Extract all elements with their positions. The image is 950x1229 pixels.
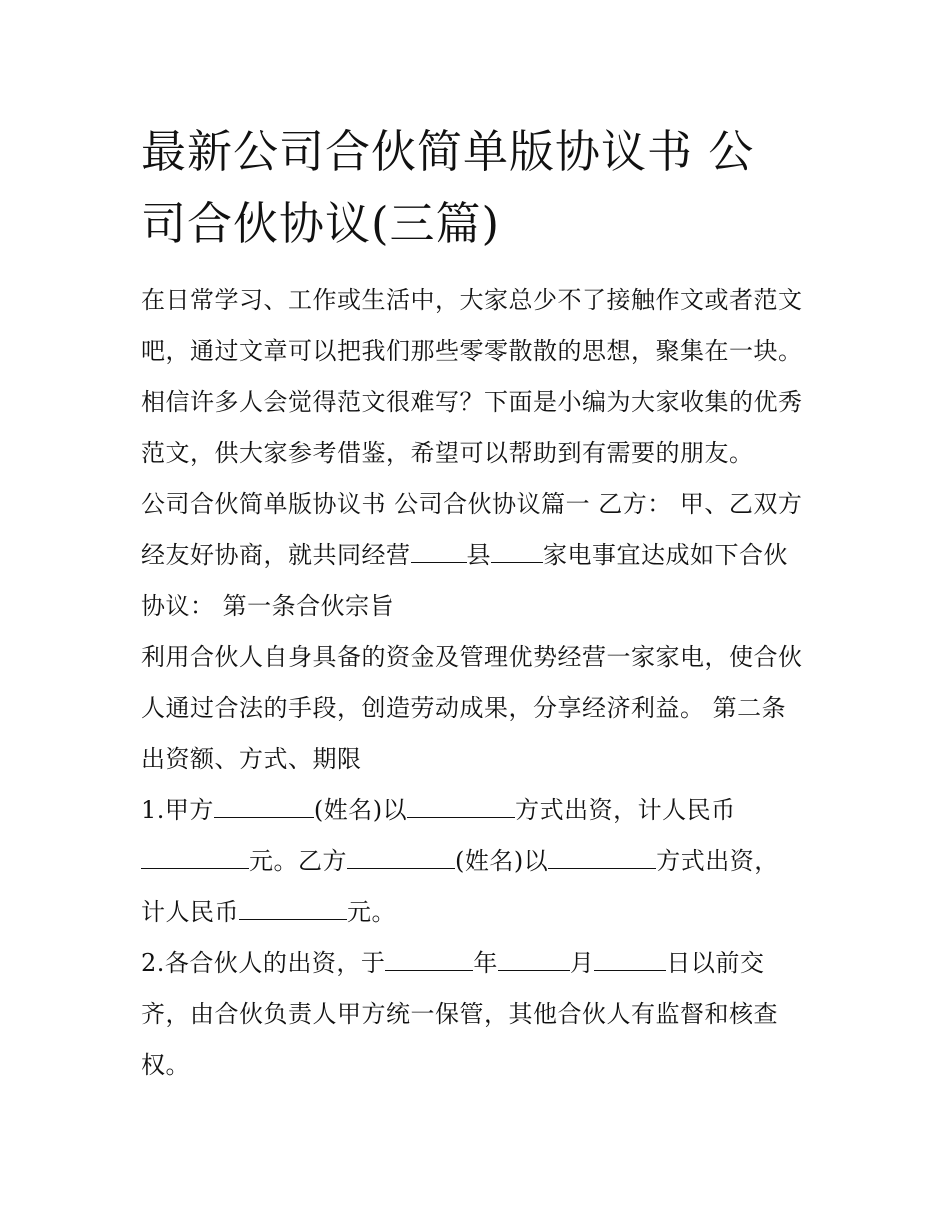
item1-text-f: 方式出资， [656,847,779,875]
article1-line-3: 出资额、方式、期限 [141,745,362,773]
blank-month [498,948,570,971]
blank-party-b-amount [239,897,347,920]
item1-line-1 [141,794,736,826]
item1-line-2 [141,845,779,877]
blank-day [594,948,666,971]
blank-party-a-amount [141,846,249,869]
section1-text-c: 家电事宜达成如下合伙 [543,541,788,569]
item1-text-a: 1.甲方 [141,796,214,824]
item2-text-c: 月 [569,949,595,977]
intro-line-1: 在日常学习、工作或生活中，大家总少不了接触作文或者范文 [141,286,803,314]
item1-text-h: 元。 [347,898,396,926]
item1-text-g: 计人民币 [141,898,239,926]
item2-text-a: 2.各合伙人的出资，于 [141,949,386,977]
item1-text-d: 元。乙方 [249,847,347,875]
section1-line-3: 协议： 第一条合伙宗旨 [141,592,395,620]
section1-text-a: 经友好协商，就共同经营 [141,541,411,569]
blank-party-a-method [407,795,515,818]
item1-line-3 [141,896,396,928]
item2-line-3: 权。 [141,1051,190,1079]
section1-line-2 [141,539,788,571]
intro-line-4: 范文，供大家参考借鉴，希望可以帮助到有需要的朋友。 [141,439,754,467]
blank-party-b-method [548,846,656,869]
document-title [141,116,821,260]
item2-line-2: 齐，由合伙负责人甲方统一保管，其他合伙人有监督和核查 [141,1000,778,1028]
intro-line-2: 吧，通过文章可以把我们那些零零散散的思想，聚集在一块。 [141,337,803,365]
title-line-2: 司合伙协议(三篇) [141,197,501,250]
item1-text-e: (姓名)以 [455,847,549,875]
blank-store [491,540,543,563]
intro-line-3: 相信许多人会觉得范文很难写？下面是小编为大家收集的优秀 [141,388,803,416]
blank-party-a-name [214,795,314,818]
section1-line-1: 公司合伙简单版协议书 公司合伙协议篇一 乙方： 甲、乙双方 [141,490,803,518]
article1-line-1: 利用合伙人自身具备的资金及管理优势经营一家家电，使合伙 [141,643,803,671]
item2-text-d: 日以前交 [666,949,765,977]
blank-county [411,540,467,563]
section1-text-b: 县 [466,541,491,569]
item1-text-c: 方式出资，计人民币 [515,796,736,824]
article1-line-2: 人通过合法的手段，创造劳动成果，分享经济利益。 第二条 [141,694,787,722]
item1-text-b: (姓名)以 [313,796,408,824]
item2-line-1 [141,947,764,979]
blank-party-b-name [347,846,455,869]
title-line-1: 最新公司合伙简单版协议书 公 [141,125,755,178]
item2-text-b: 年 [473,949,498,977]
blank-year [385,948,473,971]
